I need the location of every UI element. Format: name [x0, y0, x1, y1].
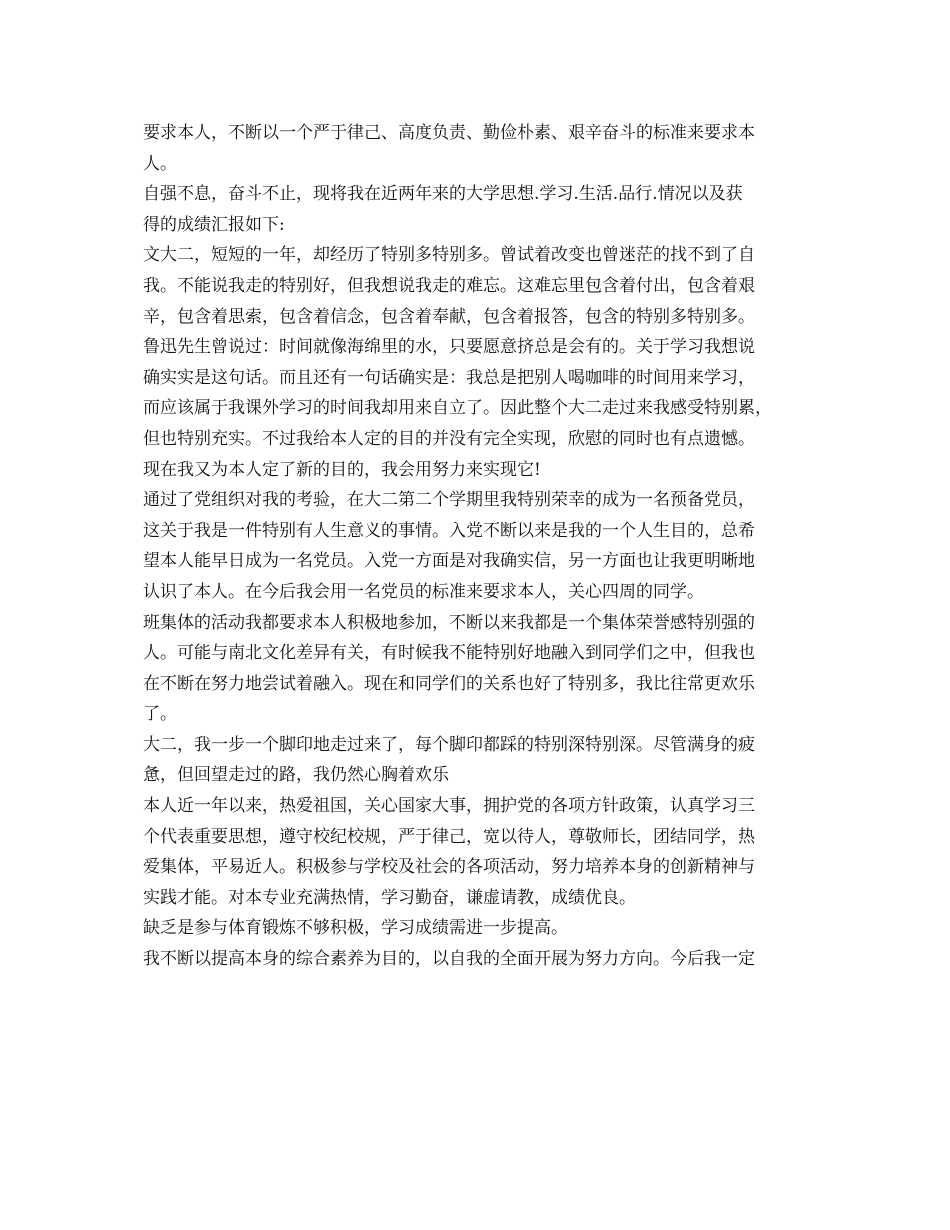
text-line: 人。 — [143, 153, 177, 174]
text-line: 而应该属于我课外学习的时间我却用来自立了。因此整个大二走过来我感受特别累， — [143, 398, 772, 419]
text-line: 爱集体，平易近人。积极参与学校及社会的各项活动，努力培养本身的创新精神与 — [143, 857, 755, 878]
text-line: 在不断在努力地尝试着融入。现在和同学们的关系也好了特别多，我比往常更欢乐 — [143, 673, 755, 694]
text-line: 文大二，短短的一年，却经历了特别多特别多。曾试着改变也曾迷茫的找不到了自 — [143, 245, 755, 266]
text-line: 惫，但回望走过的路，我仍然心胸着欢乐 — [143, 765, 449, 786]
text-line: 缺乏是参与体育锻炼不够积极，学习成绩需进一步提高。 — [143, 918, 568, 939]
text-line: 班集体的活动我都要求本人积极地参加，不断以来我都是一个集体荣誉感特别强的 — [143, 612, 755, 633]
text-line: 得的成绩汇报如下: — [143, 214, 285, 235]
text-line: 个代表重要思想，遵守校纪校规，严于律己，宽以待人，尊敬师长，团结同学，热 — [143, 826, 755, 847]
document-body — [143, 118, 828, 975]
text-line: 我。不能说我走的特别好，但我想说我走的难忘。这难忘里包含着付出，包含着艰 — [143, 275, 755, 296]
text-line: 要求本人，不断以一个严于律己、高度负责、勤俭朴素、艰辛奋斗的标准来要求本 — [143, 123, 755, 143]
text-line: 自强不息，奋斗不止，现将我在近两年来的大学思想.学习.生活.品行.情况以及获 — [143, 184, 743, 205]
text-line: 通过了党组织对我的考验，在大二第二个学期里我特别荣幸的成为一名预备党员， — [143, 490, 755, 511]
text-line: 这关于我是一件特别有人生意义的事情。入党不断以来是我的一个人生目的，总希 — [143, 520, 755, 541]
text-line: 望本人能早日成为一名党员。入党一方面是对我确实信，另一方面也让我更明晰地 — [143, 551, 755, 572]
text-line: 大二，我一步一个脚印地走过来了，每个脚印都踩的特别深特别深。尽管满身的疲 — [143, 734, 755, 755]
text-line: 确实实是这句话。而且还有一句话确实是：我总是把别人喝咖啡的时间用来学习， — [143, 367, 755, 388]
text-line: 但也特别充实。不过我给本人定的目的并没有完全实现，欣慰的同时也有点遗憾。 — [143, 428, 755, 449]
text-line: 鲁迅先生曾说过：时间就像海绵里的水，只要愿意挤总是会有的。关于学习我想说 — [143, 337, 755, 358]
text-line: 我不断以提高本身的综合素养为目的，以自我的全面开展为努力方向。今后我一定 — [143, 949, 755, 970]
text-line: 实践才能。对本专业充满热情，学习勤奋，谦虚请教，成绩优良。 — [143, 887, 636, 908]
text-line: 现在我又为本人定了新的目的，我会用努力来实现它! — [143, 459, 541, 480]
text-line: 本人近一年以来，热爱祖国，关心国家大事，拥护党的各项方针政策，认真学习三 — [143, 796, 755, 817]
text-line: 认识了本人。在今后我会用一名党员的标准来要求本人，关心四周的同学。 — [143, 581, 704, 602]
text-line: 了。 — [143, 704, 177, 725]
text-line: 辛，包含着思索，包含着信念，包含着奉献，包含着报答，包含的特别多特别多。 — [143, 306, 755, 327]
text-line: 人。可能与南北文化差异有关，有时候我不能特别好地融入到同学们之中，但我也 — [143, 643, 755, 664]
